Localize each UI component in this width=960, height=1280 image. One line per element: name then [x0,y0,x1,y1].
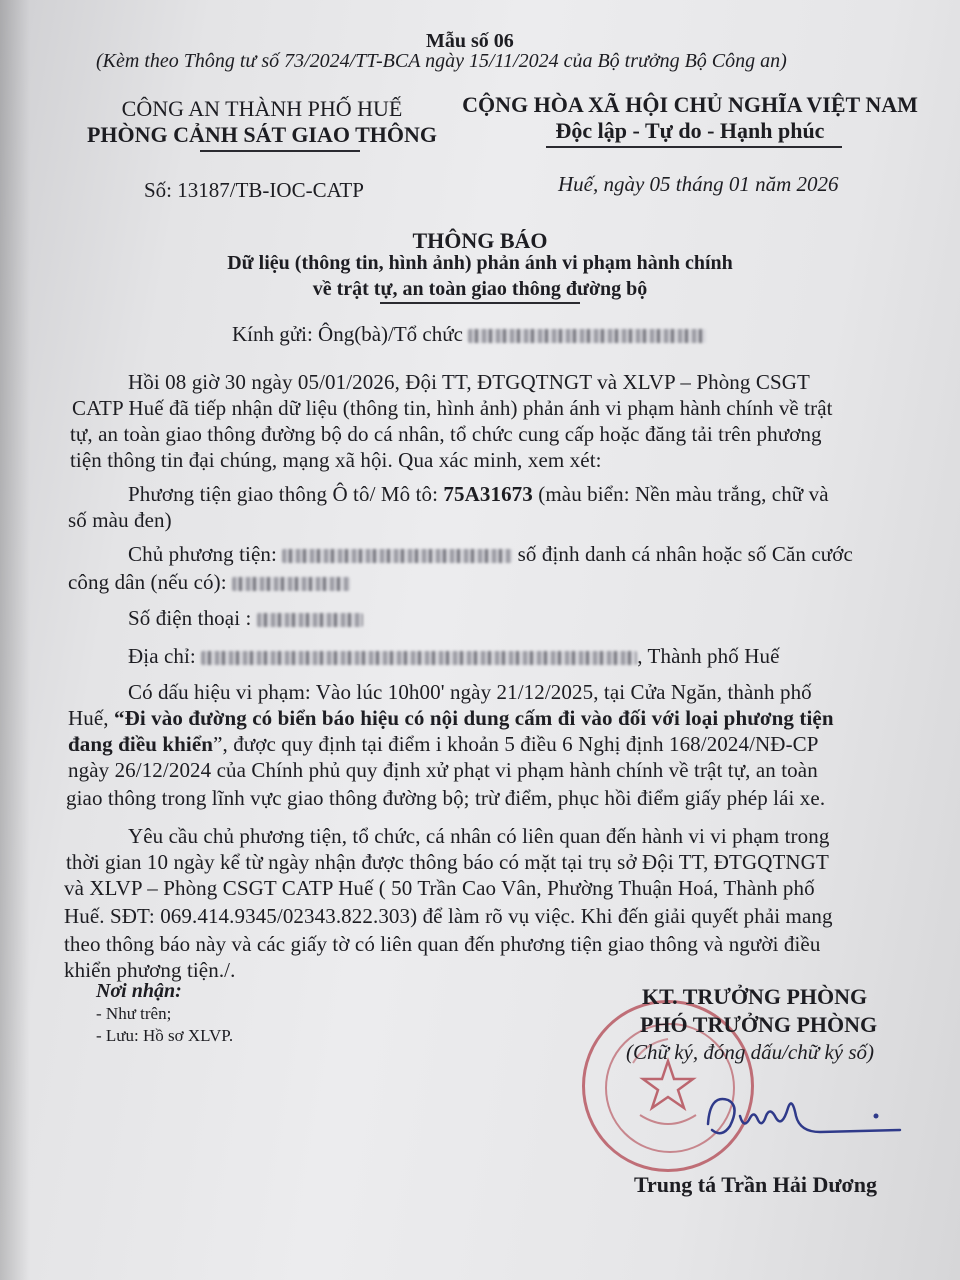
owner-line [128,542,853,567]
request-line: thời gian 10 ngày kể từ ngày nhận được thông báo có mặt tại trụ sở Đội TT, ĐTGQTNGT [66,850,829,874]
violation-place: Huế, [68,706,114,730]
document-subtitle-1: Dữ liệu (thông tin, hình ảnh) phản ánh vi phạm hành chính [227,252,733,274]
request-line: và XLVP – Phòng CSGT CATP Huế ( 50 Trần Cao Vân, Phường Thuận Hoá, Thành phố [64,876,815,900]
violation-line-3 [68,732,819,757]
paragraph-line: CATP Huế đã tiếp nhận dữ liệu (thông tin, hình ảnh) phản ánh vi phạm hành chính về trật [72,396,833,420]
motto-underline [546,146,842,148]
agency-underline [200,150,360,152]
vehicle-plate-color: (màu biển: Nền màu trắng, chữ và [532,482,829,506]
recipient-item: - Lưu: Hồ sơ XLVP. [96,1026,234,1045]
violation-line-4: ngày 26/12/2024 của Chính phủ quy định xử phạt vi phạm hành chính về trật tự, an toàn [68,758,818,782]
request-line: Yêu cầu chủ phương tiện, tổ chức, cá nhân có liên quan đến hành vi vi phạm trong [128,824,830,848]
request-line: khiển phương tiện./. [64,958,236,982]
recipient-line [232,322,706,347]
signature-note: (Chữ ký, đóng dấu/chữ ký số) [626,1040,875,1064]
title-underline [380,302,580,304]
recipient-label: Kính gửi: Ông(bà)/Tổ chức [232,322,463,346]
vehicle-line-2: số màu đen) [68,508,172,532]
redacted-owner-name [282,549,512,563]
page-shadow [0,0,30,1280]
recipient-item: - Như trên; [96,1004,172,1023]
phone-label: Số điện thoại : [128,606,252,630]
owner-id-line: công dân (nếu có): [68,570,227,594]
handwritten-signature [700,1086,920,1156]
redacted-address [201,651,637,665]
signer-name: Trung tá Trần Hải Dương [634,1172,877,1197]
signature-title-2: PHÓ TRƯỞNG PHÒNG [640,1012,878,1037]
license-plate: 75A31673 [443,482,533,506]
violation-line-2 [68,706,834,731]
violation-legal-basis: ”, được quy định tại điểm i khoản 5 điều 6 Nghị định 168/2024/NĐ-CP [213,732,819,756]
document-number: Số: 13187/TB-IOC-CATP [144,178,364,202]
recipients-title: Nơi nhận: [96,980,182,1002]
vehicle-line [128,482,829,507]
redacted-recipient [468,329,706,343]
violation-line-5: giao thông trong lĩnh vực giao thông đường bộ; trừ điểm, phục hồi điểm giấy phép lái xe. [66,786,826,810]
document-subtitle-2: về trật tự, an toàn giao thông đường bộ [312,278,648,300]
signature-title-1: KT. TRƯỞNG PHÒNG [642,984,868,1009]
owner-line-2 [68,570,350,595]
address-line [128,644,780,669]
request-line: Huế. SĐT: 069.414.9345/02343.822.303) để làm rõ vụ việc. Khi đến giải quyết phải mang [64,904,833,928]
phone-line [128,606,363,631]
form-attached-note: (Kèm theo Thông tư số 73/2024/TT-BCA ngày 15/11/2024 của Bộ trưởng Bộ Công an) [96,50,787,72]
place-date: Huế, ngày 05 tháng 01 năm 2026 [558,172,839,196]
nation-title: CỘNG HÒA XÃ HỘI CHỦ NGHĨA VIỆT NAM [462,92,918,117]
form-number: Mẫu số 06 [426,30,514,52]
request-line: theo thông báo này và các giấy tờ có liên quan đến phương tiện giao thông và người điều [64,932,821,956]
document-title: THÔNG BÁO [412,228,548,253]
redacted-id-number [232,577,350,591]
agency-parent: CÔNG AN THÀNH PHỐ HUẾ [121,96,403,121]
paragraph-line: tiện thông tin đại chúng, mạng xã hội. Qua xác minh, xem xét: [70,448,602,472]
paragraph-line: tự, an toàn giao thông đường bộ do cá nhân, tổ chức cung cấp hoặc đăng tải trên phương [70,422,822,446]
violation-description: “Đi vào đường có biển báo hiệu có nội dung cấm đi vào đối với loại phương tiện [114,706,834,730]
address-label: Địa chỉ: [128,644,196,668]
paragraph-line: Hồi 08 giờ 30 ngày 05/01/2026, Đội TT, ĐTGQTNGT và XLVP – Phòng CSGT [128,370,810,394]
violation-line: Có dấu hiệu vi phạm: Vào lúc 10h00' ngày 21/12/2025, tại Cửa Ngăn, thành phố [128,680,812,704]
owner-id-label: số định danh cá nhân hoặc số Căn cước [517,542,853,566]
nation-motto: Độc lập - Tự do - Hạnh phúc [555,118,825,143]
redacted-phone [257,613,363,627]
agency-name: PHÒNG CẢNH SÁT GIAO THÔNG [86,122,437,147]
violation-description-end: đang điều khiển [68,732,214,756]
vehicle-label: Phương tiện giao thông Ô tô/ Mô tô: [128,482,444,506]
address-city: , Thành phố Huế [637,644,780,668]
owner-label: Chủ phương tiện: [128,542,277,566]
